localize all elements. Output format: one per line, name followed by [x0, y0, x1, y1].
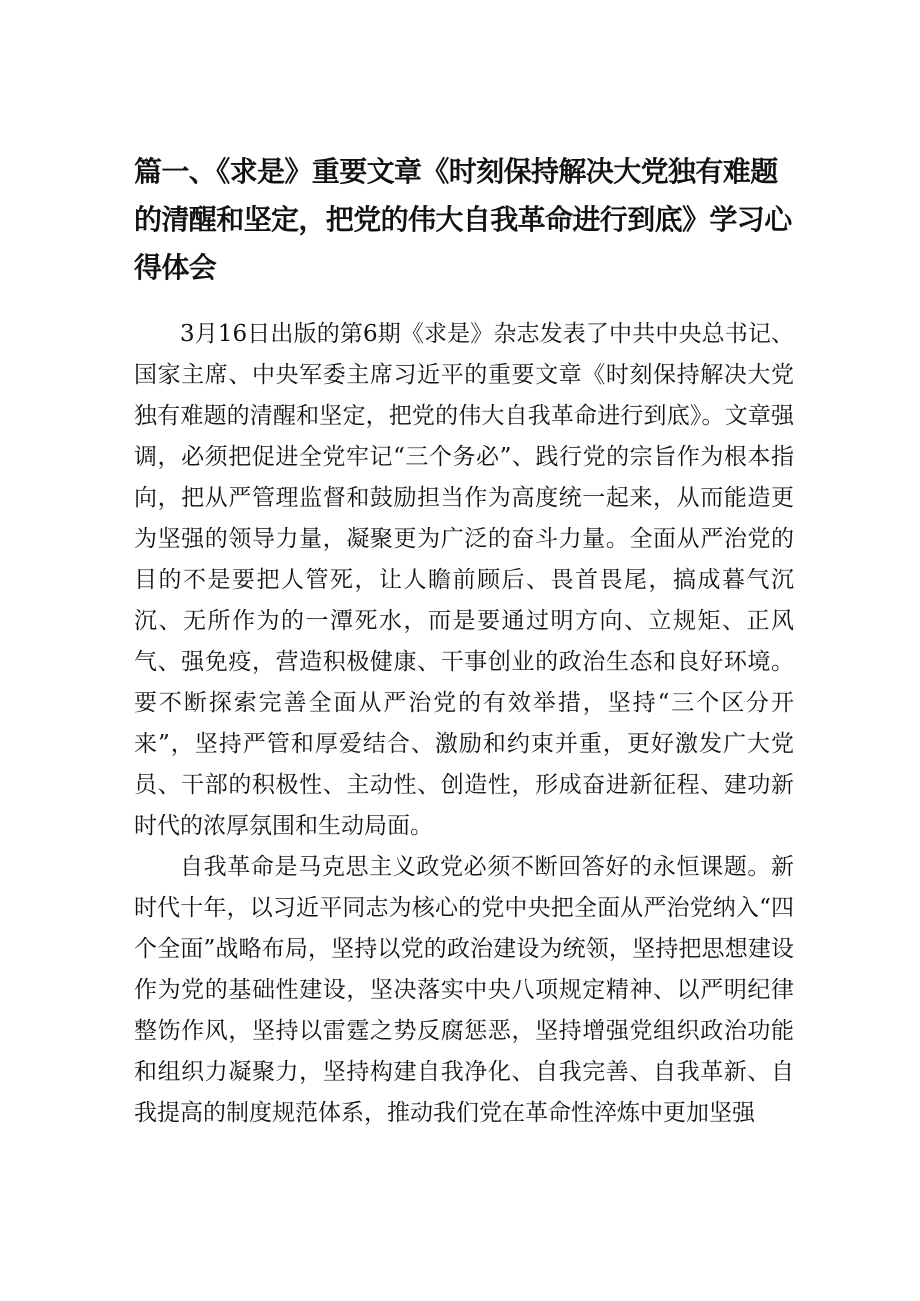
- paragraph-1: 3月16日出版的第6期《求是》杂志发表了中共中央总书记、国家主席、中央军委主席习近平的重要文章《时刻保持解决大党独有难题的清醒和坚定，把党的伟大自我革命进行到底》。文章强调，必须把促进全党牢记“三个务必”、践行党的宗旨作为根本指向，把从严管理监督和鼓励担当作为高度统一起来，从而能造更为坚强的领导力量，凝聚更为广泛的奋斗力量。全面从严治党的目的不是要把人管死，让人瞻前顾后、畏首畏尾，搞成暮气沉沉、无所作为的一潭死水，而是要通过明方向、立规矩、正风气、强免疫，营造积极健康、干事创业的政治生态和良好环境。要不断探索完善全面从严治党的有效举措，坚持“三个区分开来”，坚持严管和厚爱结合、激励和约束并重，更好激发广大党员、干部的积极性、主动性、创造性，形成奋进新征程、建功新时代的浓厚氛围和生动局面。: [134, 321, 794, 839]
- document-title: 篇一、《求是》重要文章《时刻保持解决大党独有难题的清醒和坚定，把党的伟大自我革命进行到底》学习心得体会: [134, 155, 792, 284]
- document-body: [134, 314, 794, 1134]
- paragraph-2: 自我革命是马克思主义政党必须不断回答好的永恒课题。新时代十年，以习近平同志为核心的党中央把全面从严治党纳入“四个全面”战略布局，坚持以党的政治建设为统领，坚持把思想建设作为党的基础性建设，坚决落实中央八项规定精神、以严明纪律整饬作风，坚持以雷霆之势反腐惩恶，坚持增强党组织政治功能和组织力凝聚力，坚持构建自我净化、自我完善、自我革新、自我提高的制度规范体系，推动我们党在革命性淬炼中更加坚强: [134, 854, 794, 1126]
